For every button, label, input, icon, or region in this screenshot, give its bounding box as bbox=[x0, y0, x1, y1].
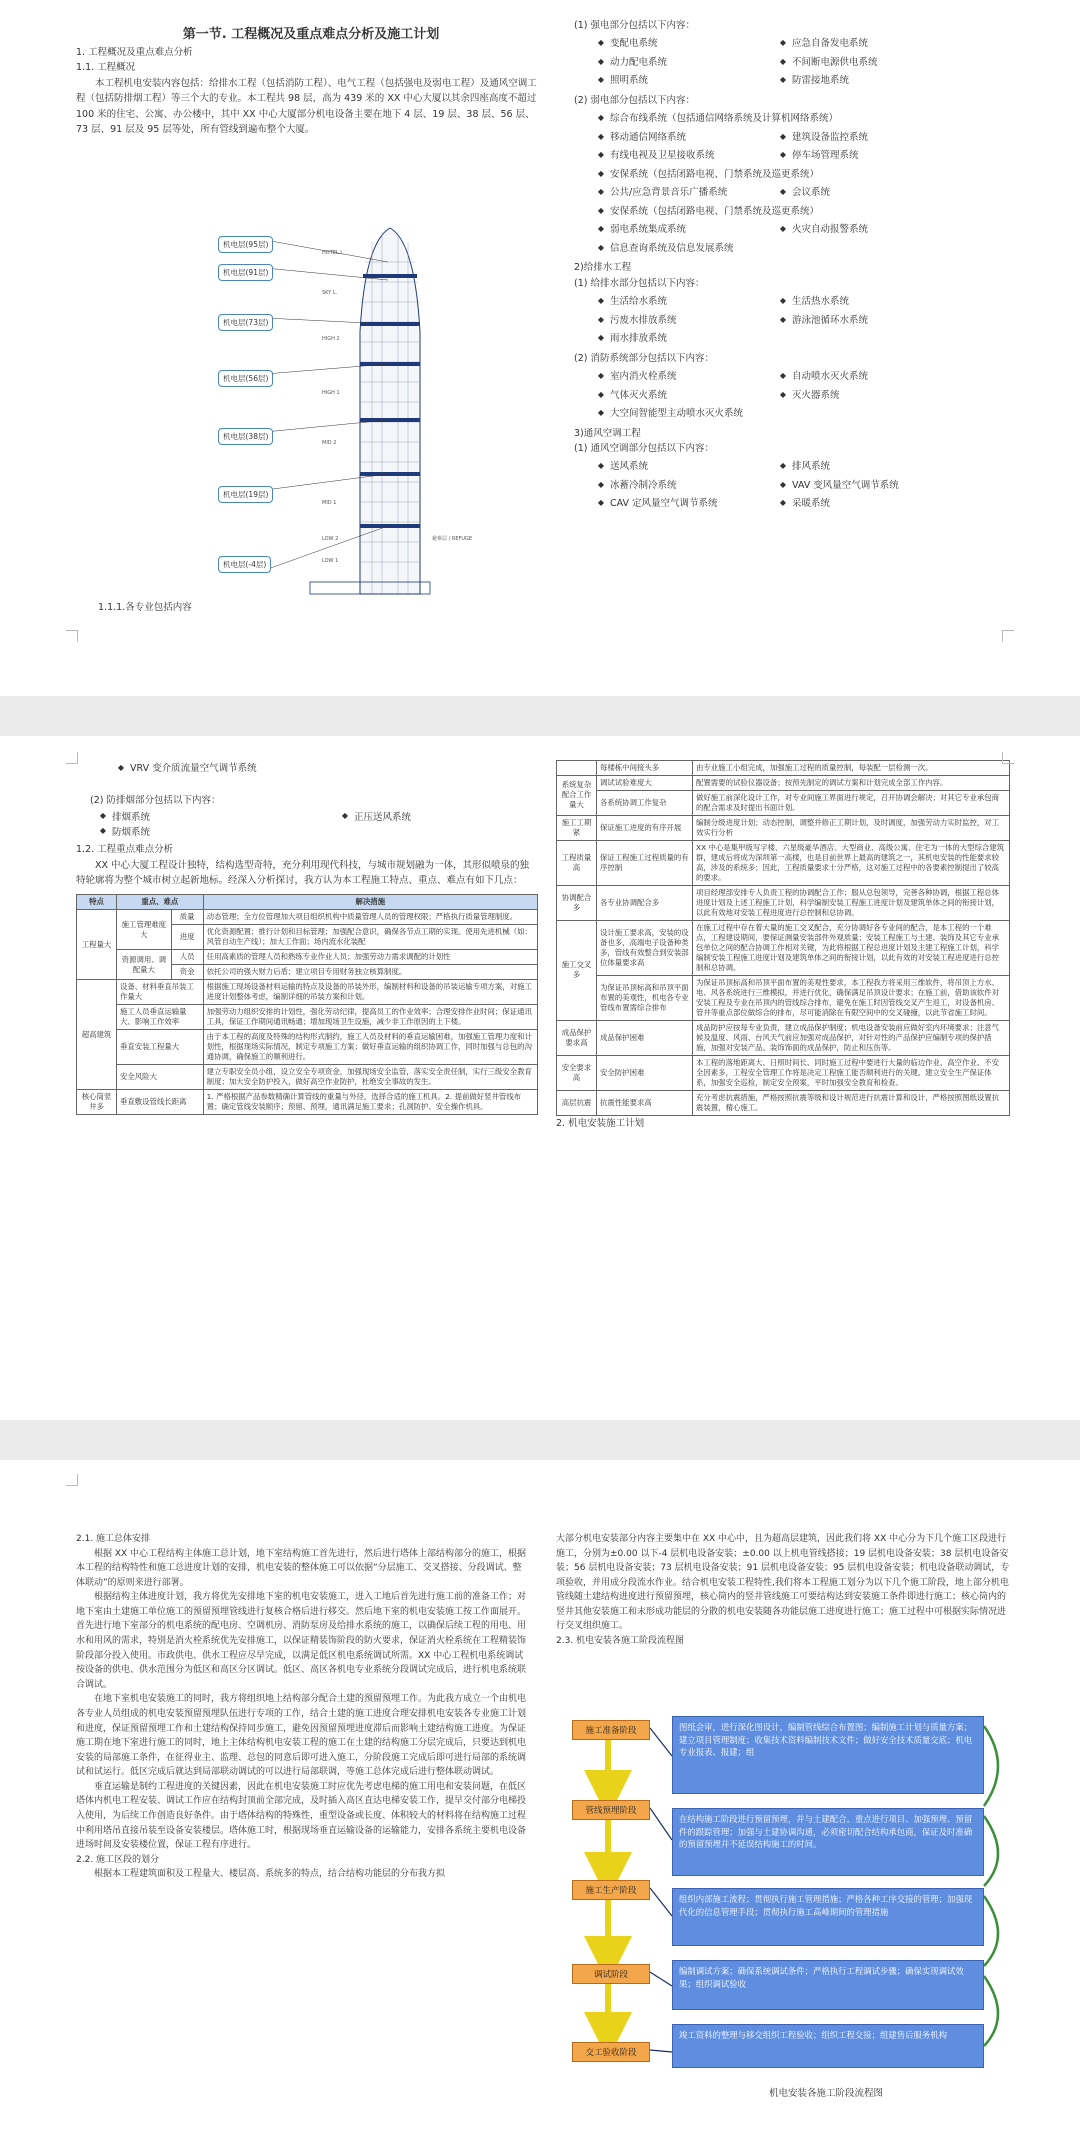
zone-note: LOW 2 bbox=[322, 536, 339, 542]
tower-outline bbox=[360, 228, 420, 594]
table-row: 施工人员垂直运输量大、影响工作效率 加强劳动力组织安排的计划性，强化劳动纪律，提高员工的作业效率；合理安排作业时间；保证通讯工具，保证工作期间通讯畅通；增加现场卫生设施，减少非工作原因的上下楼。 bbox=[77, 1005, 538, 1030]
stage-commissioning: 调试阶段 bbox=[572, 1964, 650, 1984]
list-item: 变配电系统 bbox=[610, 38, 658, 50]
crop-mark bbox=[66, 1474, 78, 1486]
refuge-note: 避难层 / REFUGE bbox=[432, 536, 473, 542]
table-row: 核心筒竖井多 垂直敷设管线长距离 1. 严格根据产品参数精确计算管线的重量与外径，选择合适的施工机具。2. 提前做好竖井管线布置；确定管线安装顺序；预留、预埋，通讯满足施工要求；孔洞防护、安全操作机具。 bbox=[77, 1090, 538, 1115]
page1-right-column bbox=[574, 18, 1014, 516]
arrangement-paragraph-3: 在地下室机电安装施工的同时，我方将组织地上结构部分配合土建的预留预埋工作。为此我方成立一个由机电各专业人员组成的机电安装预留预埋队伍进行专项的工作，结合土建的施工进度合理安排机电安装各专业施工计划和进度，保证预留预埋工作和土建结构保持同步施工，避免因预留预埋进度滞后而影响土建结构施工进度。为保证施工期在地下室进行施工的同时，地上主体结构机电安装工程的施工在土建的结构施工分层完成后，只要达到机电安装的局部施工条件，在征得业主、监理、总包的同意后即可进入施工，分阶段施工完成后即可进行局部的系统调试和试运行。低区完成后就达到局部联动调试的可以进行局部联调，等施工总体完成后进行整体联动调试。 bbox=[76, 1694, 527, 1778]
table-row: 施工工期紧 保证施工进度的有序开展 编制分级进度计划；动态控制，调整并修正工期计划，及时调度，加强劳动力实时监控，对工效实行分析 bbox=[557, 815, 1010, 840]
mech-floor-label: 机电层(73层) bbox=[218, 314, 273, 331]
stage-description: 编制调试方案；确保系统调试条件；严格执行工程调试步骤；确保实现调试效果；组织调试验收 bbox=[672, 1960, 984, 2010]
mech-floor-band bbox=[360, 418, 420, 422]
difficulty-table bbox=[76, 894, 538, 1115]
list-item: 照明系统 bbox=[610, 75, 649, 87]
smoke-list: ◆ 排烟系统 ◆ 正压送风系统 ◆ 防烟系统 bbox=[76, 810, 538, 840]
list-item: 雨水排放系统 bbox=[610, 333, 668, 345]
division-paragraph: 根据本工程建筑面积及工程量大、楼层高、系统多的特点，结合结构功能层的分布我方拟 bbox=[94, 1869, 446, 1880]
list-item: 游泳池循环水系统 bbox=[792, 314, 869, 326]
table-header-row bbox=[77, 895, 538, 910]
list-item: 气体灭火系统 bbox=[610, 389, 668, 401]
stage-description: 竣工资料的整理与移交组织工程验收；组织工程交接；组建售后服务机构 bbox=[672, 2024, 984, 2068]
difficulty-paragraph: XX 中心大厦工程设计独特，结构选型奇特，充分利用现代科技，与城市规划融为一体，其形似喷泉的独特轮廓将为整个城市树立起新地标。经深入分析探讨，我方认为本工程施工特点、重点、难点有如下几点： bbox=[76, 859, 530, 887]
strong-heading: (1) 强电部分包括以下内容： bbox=[574, 20, 695, 31]
stage-description: 在结构施工阶段进行预留预埋，并与土建配合。重点进行项目、加强预埋、预留件的跟踪管理；加强与土建协调沟通，必须密切配合结构承包商，保证及时准确的预留预埋并不延误结构施工的时间。 bbox=[672, 1808, 984, 1876]
list-item: VAV 变风量空气调节系统 bbox=[792, 479, 899, 491]
division-paragraph-continued: 大部分机电安装部分内容主要集中在 XX 中心中，且为超高层建筑，因此我们将 XX 中心分为下几个施工区段进行施工，分别为±0.00 以下-4 层机电设备安装；±0.00 以上机电管线搭接；19 层机电设备安装；38 层机电设备安装；56 层机电设备安装；73 层机电设备安装；91 层机电设备安装；95 层机电设备安装；机电设备联动调试，专项验收，并用成分段流水作业。结合机电安装工程特性,我们将本工程施工划分为以下几个施工阶段，地上部分机电管线随土建结构进度进行预留预埋，核心筒内的竖井管线施工可要结构达到安装施工条件即进行施工；核心筒内的竖井其他安装施工和末形成功能层的分散的机电安装随各功能层施工进度进行施工；施工过程中可根据实际情况进行交叉组织施工。 bbox=[556, 1534, 1010, 1632]
mech-floor-band bbox=[360, 322, 420, 326]
list-item: 采暖系统 bbox=[792, 498, 831, 510]
table-row: 高层抗震 抗震性能要求高 充分考虑抗震措施，严格按照抗震等级和设计规范进行抗震计算和设计，严格按照图纸设置抗震装置，精心施工。 bbox=[557, 1090, 1010, 1115]
page-3 bbox=[0, 1460, 1080, 2152]
list-item: VRV 变介质流量空气调节系统 bbox=[130, 763, 257, 774]
weak-heading: (2) 弱电部分包括以下内容： bbox=[574, 94, 695, 106]
table-row: 工程量大 施工管理难度大 质量 动态管理；全方位管理加大项目组织机构中质量管理人员的管理权限；严格执行质量管理制度。 bbox=[77, 910, 538, 925]
water-heading: 2)给排水工程 bbox=[574, 262, 632, 274]
zone-note: MID 2 bbox=[322, 440, 337, 446]
zone-note: SKY L. bbox=[322, 290, 338, 296]
list-item: 排烟系统 bbox=[112, 811, 151, 823]
stage-acceptance: 交工验收阶段 bbox=[572, 2042, 650, 2062]
heading-2-3: 2.3. 机电安装各施工阶段流程图 bbox=[556, 1636, 685, 1647]
table-row: 资金 依托公司的强大财力后盾；建立项目专用财务独立核算制度。 bbox=[77, 965, 538, 980]
water-subheading: (1) 给排水部分包括以下内容： bbox=[574, 277, 705, 289]
heading-2-2: 2.2. 施工区段的划分 bbox=[76, 1854, 160, 1865]
list-item: 生活热水系统 bbox=[792, 296, 850, 308]
table-row: 各系统协调工作复杂 做好施工前深化设计工作，对专业间施工界面进行规定，召开协调会解决；对其它专业承包商的配合需求及时提出书面计划。 bbox=[557, 790, 1010, 815]
table-row: 系统复杂配合工作量大 调试试验难度大 配置需要的试验仪器设备；按预先制定的调试方案和计划完成全部工作内容。 bbox=[557, 775, 1010, 790]
mech-floor-label: 机电层(95层) bbox=[218, 236, 273, 253]
list-item: 安保系统（包括闭路电视、门禁系统及巡更系统） bbox=[610, 168, 820, 180]
zone-note: HIGH 2 bbox=[322, 336, 340, 342]
mech-floor-label: 机电层(-4层) bbox=[218, 556, 271, 573]
zone-note: MID 1 bbox=[322, 500, 337, 506]
construction-flowchart bbox=[572, 1716, 1022, 2076]
column-header: 特点 bbox=[77, 895, 117, 910]
mech-floor-band bbox=[360, 524, 420, 528]
list-item: 安保系统（包括闭路电视、门禁系统及巡更系统） bbox=[610, 205, 820, 217]
page3-left-column bbox=[76, 1532, 528, 1882]
table-row: 进度 优化资源配置；推行计划和目标管理；加强配合意识，确保各节点工期的实现。使用先进机械（如：风管自动生产线）；加大工作面；场内流水化装配 bbox=[77, 925, 538, 950]
list-item: 防烟系统 bbox=[112, 827, 151, 839]
zone-note: HOTEL L. bbox=[322, 250, 345, 256]
arrangement-paragraph-1: 根据 XX 中心工程结构主体施工总计划，地下室结构施工首先进行，然后进行塔体上部结构部分的施工，根据本工程的结构特性和施工总进度计划的安排，机电安装的整体施工可以依据“分层施工、交叉搭接、分段调试、整体联动”的原则来进行部署。 bbox=[76, 1548, 527, 1588]
table-row: 垂直安装工程量大 由于本工程的高度及特殊的结构形式制约，施工人员及材料的垂直运输困难，加强施工管理力度和计划性，根据现场实际情况，制定专项施工方案；做好垂直运输的组织协调工作，同时加强与总包的沟通协调，确保施工的顺利进行。 bbox=[77, 1030, 538, 1065]
heading-2: 2. 机电安装施工计划 bbox=[556, 1117, 645, 1129]
column-header: 重点、难点 bbox=[117, 895, 204, 910]
list-item: 应急自备发电系统 bbox=[792, 38, 869, 50]
water-list: ◆ 生活给水系统 ◆ 生活热水系统 ◆ 污废水排放系统 ◆ 游泳池循环水系统 ◆ 雨水排放系统 bbox=[574, 293, 1014, 349]
hvac-subheading: (1) 通风空调部分包括以下内容： bbox=[574, 443, 714, 455]
fire-subheading: (2) 消防系统部分包括以下内容： bbox=[574, 352, 714, 364]
difficulty-table-continued bbox=[556, 760, 1010, 1116]
stage-production: 施工生产阶段 bbox=[572, 1880, 650, 1900]
page-2 bbox=[0, 736, 1080, 1420]
stage-preparation: 施工准备阶段 bbox=[572, 1720, 650, 1740]
list-item: 送风系统 bbox=[610, 461, 649, 473]
list-item: 移动通信网络系统 bbox=[610, 131, 687, 143]
mech-floor-label: 机电层(19层) bbox=[218, 486, 273, 503]
list-item: 停车场管理系统 bbox=[792, 150, 859, 162]
heading-1-2: 1.2. 工程重点难点分析 bbox=[76, 844, 174, 856]
mech-floor-label: 机电层(56层) bbox=[218, 370, 273, 387]
overview-paragraph: 本工程机电安装内容包括：给排水工程（包括消防工程）、电气工程（包括强电及弱电工程）及通风空调工程（包括防排烟工程）等三个大的专业。本工程共 98 层，高为 439 米的 XX 中心大厦以其余四座高度不超过 100 米的住宅、公寓、办公楼中，其中 XX 中心大厦部分机电设备主要在地下 4 层、19 层、38 层、56 层、73 层、91 层及 95 层等处，所有管线到遍布整个大厦。 bbox=[76, 77, 537, 135]
zone-note: LOW 1 bbox=[322, 558, 339, 564]
stage-description: 图纸会审，进行深化图设计，编制管线综合布置图；编制施工计划与质量方案；建立项目管理制度；收集技术资料编制技术文件；做好安全技术质量交底；机电专业报表、报建；组 bbox=[672, 1716, 984, 1794]
list-item: 灭火器系统 bbox=[792, 389, 840, 401]
mech-floor-label: 机电层(38层) bbox=[218, 428, 273, 445]
list-item: 正压送风系统 bbox=[354, 811, 412, 823]
table-row: 超高建筑 设备、材料垂直吊装工作量大 根据施工现场设备材料运输的特点及设备的吊装外形，编制材料和设备的吊装运输专项方案，对施工进度计划整体考虑，编制详细的吊装方案和计划。 bbox=[77, 980, 538, 1005]
figure-caption: 1.1.1.各专业包括内容 bbox=[98, 602, 192, 613]
list-item: 室内消火栓系统 bbox=[610, 371, 677, 383]
page1-left-column bbox=[76, 24, 546, 137]
page3-right-column bbox=[556, 1532, 1010, 1649]
list-item: 信息查询系统及信息发展系统 bbox=[610, 242, 734, 254]
list-item: 弱电系统集成系统 bbox=[610, 224, 687, 236]
list-item: 大空间智能型主动喷水灭火系统 bbox=[610, 408, 744, 420]
list-item: 有线电视及卫星接收系统 bbox=[610, 150, 715, 162]
heading-2-1: 2.1. 施工总体安排 bbox=[76, 1534, 151, 1544]
crop-mark bbox=[66, 630, 78, 642]
crop-mark bbox=[1002, 752, 1014, 764]
heading-1: 1. 工程概况及重点难点分析 bbox=[76, 47, 193, 59]
page-gap bbox=[0, 1420, 1080, 1460]
section-title: 第一节. 工程概况及重点难点分析及施工计划 bbox=[182, 27, 440, 42]
list-item: 综合布线系统（包括通信网络系统及计算机网络系统） bbox=[610, 113, 839, 125]
column-header: 解决措施 bbox=[203, 895, 537, 910]
mech-floor-band bbox=[363, 274, 417, 278]
table-row: 成品保护要求高 成品保护困难 成品防护应按每专业负责，建立成品保护制度；机电设备安装前应做好室内环境要求；注意气候及温度、风雨、台风天气前应加强对成品保护，对针对性的产品保护应编制专项的保护措施，加强对安装产品、装饰饰面的成品保护，防止和压伤等。 bbox=[557, 1020, 1010, 1055]
list-item: 动力配电系统 bbox=[610, 56, 668, 68]
arrangement-paragraph-4: 垂直运输是制约工程进度的关键因素，因此在机电安装施工时应优先考虑电梯的施工用电和安装问题，在低区塔体内机电工程安装、调试工作应在结构封顶前全部完成，及时插入高区直达电梯安装工作，提早交付部分电梯投入使用，为后续工作创造良好条件。由于塔体结构的特殊性，重型设备或长度、体积较大的材料将在结构施工过程中利用塔吊直接吊装至设备安装楼层。塔体施工时，根据现场垂直运输设备的运输能力，安排各系统主要机电设备进场时间及安装楼位置，保证工程有序进行。 bbox=[76, 1781, 527, 1851]
table-row: 资源调用、调配量大 人员 任用高素质的管理人员和熟练专业作业人员；加强劳动力需求调配的计划性 bbox=[77, 950, 538, 965]
table-row: 协调配合多 各专业协调配合多 项目经理部安排专人负责工程的协调配合工作；服从总包领导，完善各种协调，根据工程总体进度计划及上述工程施工计划，科学编制安装工程施工进度计划及建筑单体之间的衔接计划，以此有效地对安装工程进度进行总控制和总协调。 bbox=[557, 885, 1010, 920]
arrangement-paragraph-2: 根据结构主体进度计划，我方将优先安排地下室的机电安装施工，进入工地后首先进行施工前的准备工作；对地下室由土建施工单位施工的预留预埋管线进行复核合格后进行移交。然后地下室的机电安装施工按工作面展开。首先进行地下室部分的机电系统的配电房、空调机房、消防泵房及给排水系统的施工，以确保后续工程的用电、用水和用风的需求，特别是消火栓系统优先安排施工，以保证精装饰阶段的防火要求，保证消火栓系统在工程精装饰阶段部分投入使用。市政供电、供水工程应尽早完成，以满足低区机电系统调试所需。XX 中心工程机电系统调试按设备的供电、供水范围分为低区和高区分区调试。低区、高区各机电专业系统分段调试完成后，进行机电系统联合调试。 bbox=[76, 1592, 527, 1690]
list-item: 不间断电源供电系统 bbox=[792, 56, 878, 68]
strong-list: ◆ 变配电系统 ◆ 应急自备发电系统 ◆ 动力配电系统 ◆ 不间断电源供电系统 ◆ 照明系统 ◆ 防雷接地系统 bbox=[574, 35, 1014, 91]
list-item: 会议系统 bbox=[792, 187, 831, 199]
page2-right-column bbox=[556, 760, 1010, 1131]
list-item: 火灾自动报警系统 bbox=[792, 224, 869, 236]
list-item: 建筑设备监控系统 bbox=[792, 131, 869, 143]
list-item: 污废水排放系统 bbox=[610, 314, 677, 326]
list-item: 防雷接地系统 bbox=[792, 75, 850, 87]
page2-left-column: ◆ VRV 变介质流量空气调节系统 (2) 防排烟部分包括以下内容： ◆ 排烟系统 ◆ 正压送风系统 ◆ 防烟系统 1.2. 工程重点难点分析 XX 中心大厦工程设计独特，结构选型奇特，充分利用现代科技，与城市规划融为一体，其形似喷泉的独特轮廓将为整个城市树立起新地标。经深入分析探讨，我方认为本工程施工特点、重点、难点有如下几点： 特点 重点、难点 解决措施 工程量大 施工管理难度大 质量 动态管理；全方位管理加大项目组织机构中质量管理人员的管理权限；严格执行质量管理制度。 进度 优化资源配置；推行计划和目标管理；加强配合意识，确保各节点工期的实现。使用先进机械（如：风管自动生产线）；加大工作面；场内流水化装配 资源调用、调配量大 人员 任用高素质的管理人员和熟练专业作业人员；加强劳动力需求调配的计划性 资金 依托公司的强大财力后盾；建立项目专用财务独立核算制度。 超高建筑 设备、材料垂直吊装工作量大 根据施工现场设备材料运输的特点及设备的吊装外形，编制材料和设备的吊装运输专项方案，对施工进度计划整体考虑，编制详细的吊装方案和计划。 施工人员垂直运输量大、影响工作效率 加强劳动力组织安排的计划性，强化劳动纪律，提高员工的作业效率；合理安排作业时间；保证通讯工具，保证工作期间通讯畅通；增加现场卫生设施，减少非工作原因的上下楼。 垂直安装工程量大 由于本工程的高度及特殊的结构形式制约，施工人员及材料的垂直运输困难，加强施工管理力度和计划性，根据现场实际情况，制定专项施工方案；做好垂直运输的组织协调工作，同时加强与总包的沟通协调，确保施工的顺利进行。 安全风险大 建立专职安全员小组，设立安全专项资金，加强现场安全监管，落实安全责任制，实行三级安全教育制度；加大安全防护投入，做好高空作业防护，杜绝安全事故的发生。 核心筒竖井多 垂直敷设管线长距离 1. 严格根据产品参数精确计算管线的重量与外径，选择合适的施工机具。2. 提前做好竖井管线布置；确定管线安装顺序；预留、预埋，通讯满足施工要求；孔洞防护、安全操作机具。 bbox=[76, 760, 538, 1115]
table-row: 施工交叉多 设计施工要求高，安装的设备也多，高端电子设备种类多，管线有效整合到安装部位体量要求高 在施工过程中存在着大量的施工交叉配合，充分协调好各专业间的配合，是本工程的一个难点，工程建设期间，要保证测量安装部件外观质量；安装工程施工与土建、装饰及其它专业承包单位之间的配合协调工作相对关键，为此将根据工程总进度计划及主建工程施工计划，科学编制安装工程施工进度计划及建筑单体之间的衔接计划，以此有效的对安装工程进度进行总控制和总协调。 bbox=[557, 920, 1010, 975]
list-item: CAV 定风量空气调节系统 bbox=[610, 498, 718, 510]
list-item: 冰蓄冷制冷系统 bbox=[610, 479, 677, 491]
crop-mark bbox=[1002, 630, 1014, 642]
flowchart-caption: 机电安装各施工阶段流程图 bbox=[768, 2088, 883, 2099]
stage-description: 组织内部施工流程；贯彻执行施工管理措施；严格各种工序交接的管理；加强现代化的信息管理手段；贯彻执行施工高峰期间的管理措施 bbox=[672, 1888, 984, 1946]
fire-list: ◆ 室内消火栓系统 ◆ 自动喷水灭火系统 ◆ 气体灭火系统 ◆ 灭火器系统 ◆ 大空间智能型主动喷水灭火系统 bbox=[574, 368, 1014, 424]
page-gap bbox=[0, 696, 1080, 736]
mech-floor-band bbox=[360, 472, 420, 476]
zone-note: HIGH 1 bbox=[322, 390, 340, 396]
stage-embedding: 管线预埋阶段 bbox=[572, 1800, 650, 1820]
list-item: 生活给水系统 bbox=[610, 296, 668, 308]
table-row: 安全风险大 建立专职安全员小组，设立安全专项资金，加强现场安全监管，落实安全责任制，实行三级安全教育制度；加大安全防护投入，做好高空作业防护，杜绝安全事故的发生。 bbox=[77, 1065, 538, 1090]
table-row: 每楼栋中间接头多 由专业施工小组完成，加强施工过程的质量控制，每装配一层检测一次。 bbox=[557, 761, 1010, 776]
list-item: 公共/应急背景音乐广播系统 bbox=[610, 187, 728, 199]
table-row: 为保证吊顶标高和吊顶平面布置的美观性，机电各专业管线布置需综合排布 为保证吊顶标高和吊顶平面布置的美观性要求，本工程我方将采用三维软件，将吊顶上方水、电、风各系统进行三维模拟，并进行优化，确保满足吊顶设计要求；在施工前，借助该软件对安装工程及专业在吊顶内的管线综合排布，避免在施工时因管线交叉产生返工，对设备机房、管井等重点部位做综合的排布，尽可能消除在有限空间中的交叉碰撞，以此节省施工时间。 bbox=[557, 975, 1010, 1020]
page-1 bbox=[0, 0, 1080, 696]
table-row: 工程质量高 保证工程施工过程质量的有序控制 XX 中心是集甲级写字楼、六星级豪华酒店、大型商业、高级公寓、住宅为一体的大型综合建筑群，建成后将成为深圳第一高楼，也是目前世界上最高的建筑之一，其机电安装的性能要求较高，涉及的系统多；因此，工程质量要求十分严格，这对施工过程中的各要素控制提出了较高的要求。 bbox=[557, 840, 1010, 885]
heading-1-1: 1.1. 工程概况 bbox=[76, 62, 136, 74]
mech-floor-label: 机电层(91层) bbox=[218, 264, 273, 281]
hvac-list: ◆ 送风系统 ◆ 排风系统 ◆ 冰蓄冷制冷系统 ◆ VAV 变风量空气调节系统 ◆ CAV 定风量空气调节系统 ◆ 采暖系统 bbox=[574, 458, 1014, 514]
smoke-heading: (2) 防排烟部分包括以下内容： bbox=[90, 794, 221, 806]
list-item: 排风系统 bbox=[792, 461, 831, 473]
weak-list: ◆ 综合布线系统（包括通信网络系统及计算机网络系统） ◆ 移动通信网络系统 ◆ 建筑设备监控系统 ◆ 有线电视及卫星接收系统 ◆ 停车场管理系统 ◆ 安保系统（包括闭路电视、门禁系统及巡更系统） ◆ 公共/应急背景音乐广播系统 ◆ 会议系统 ◆ 安保系统（包括闭路电视、门禁系统及巡更系统） ◆ 弱电系统集成系统 ◆ 火灾自动报警系统 ◆ 信息查询系统及信息发展系统 bbox=[574, 110, 1014, 258]
list-item: 自动喷水灭火系统 bbox=[792, 371, 869, 383]
table-row: 安全要求高 安全防护困难 本工程的落地距离大、日照时间长、同时施工过程中要进行大量的临边作业、高空作业、不安全因素多，工程安全管理工作将是决定工程施工能否顺利进行的关键。建立安全生产保证体系，加强安全巡检，制定安全预案，平时加强安全教育和检查。 bbox=[557, 1055, 1010, 1090]
hvac-heading: 3)通风空调工程 bbox=[574, 427, 641, 439]
